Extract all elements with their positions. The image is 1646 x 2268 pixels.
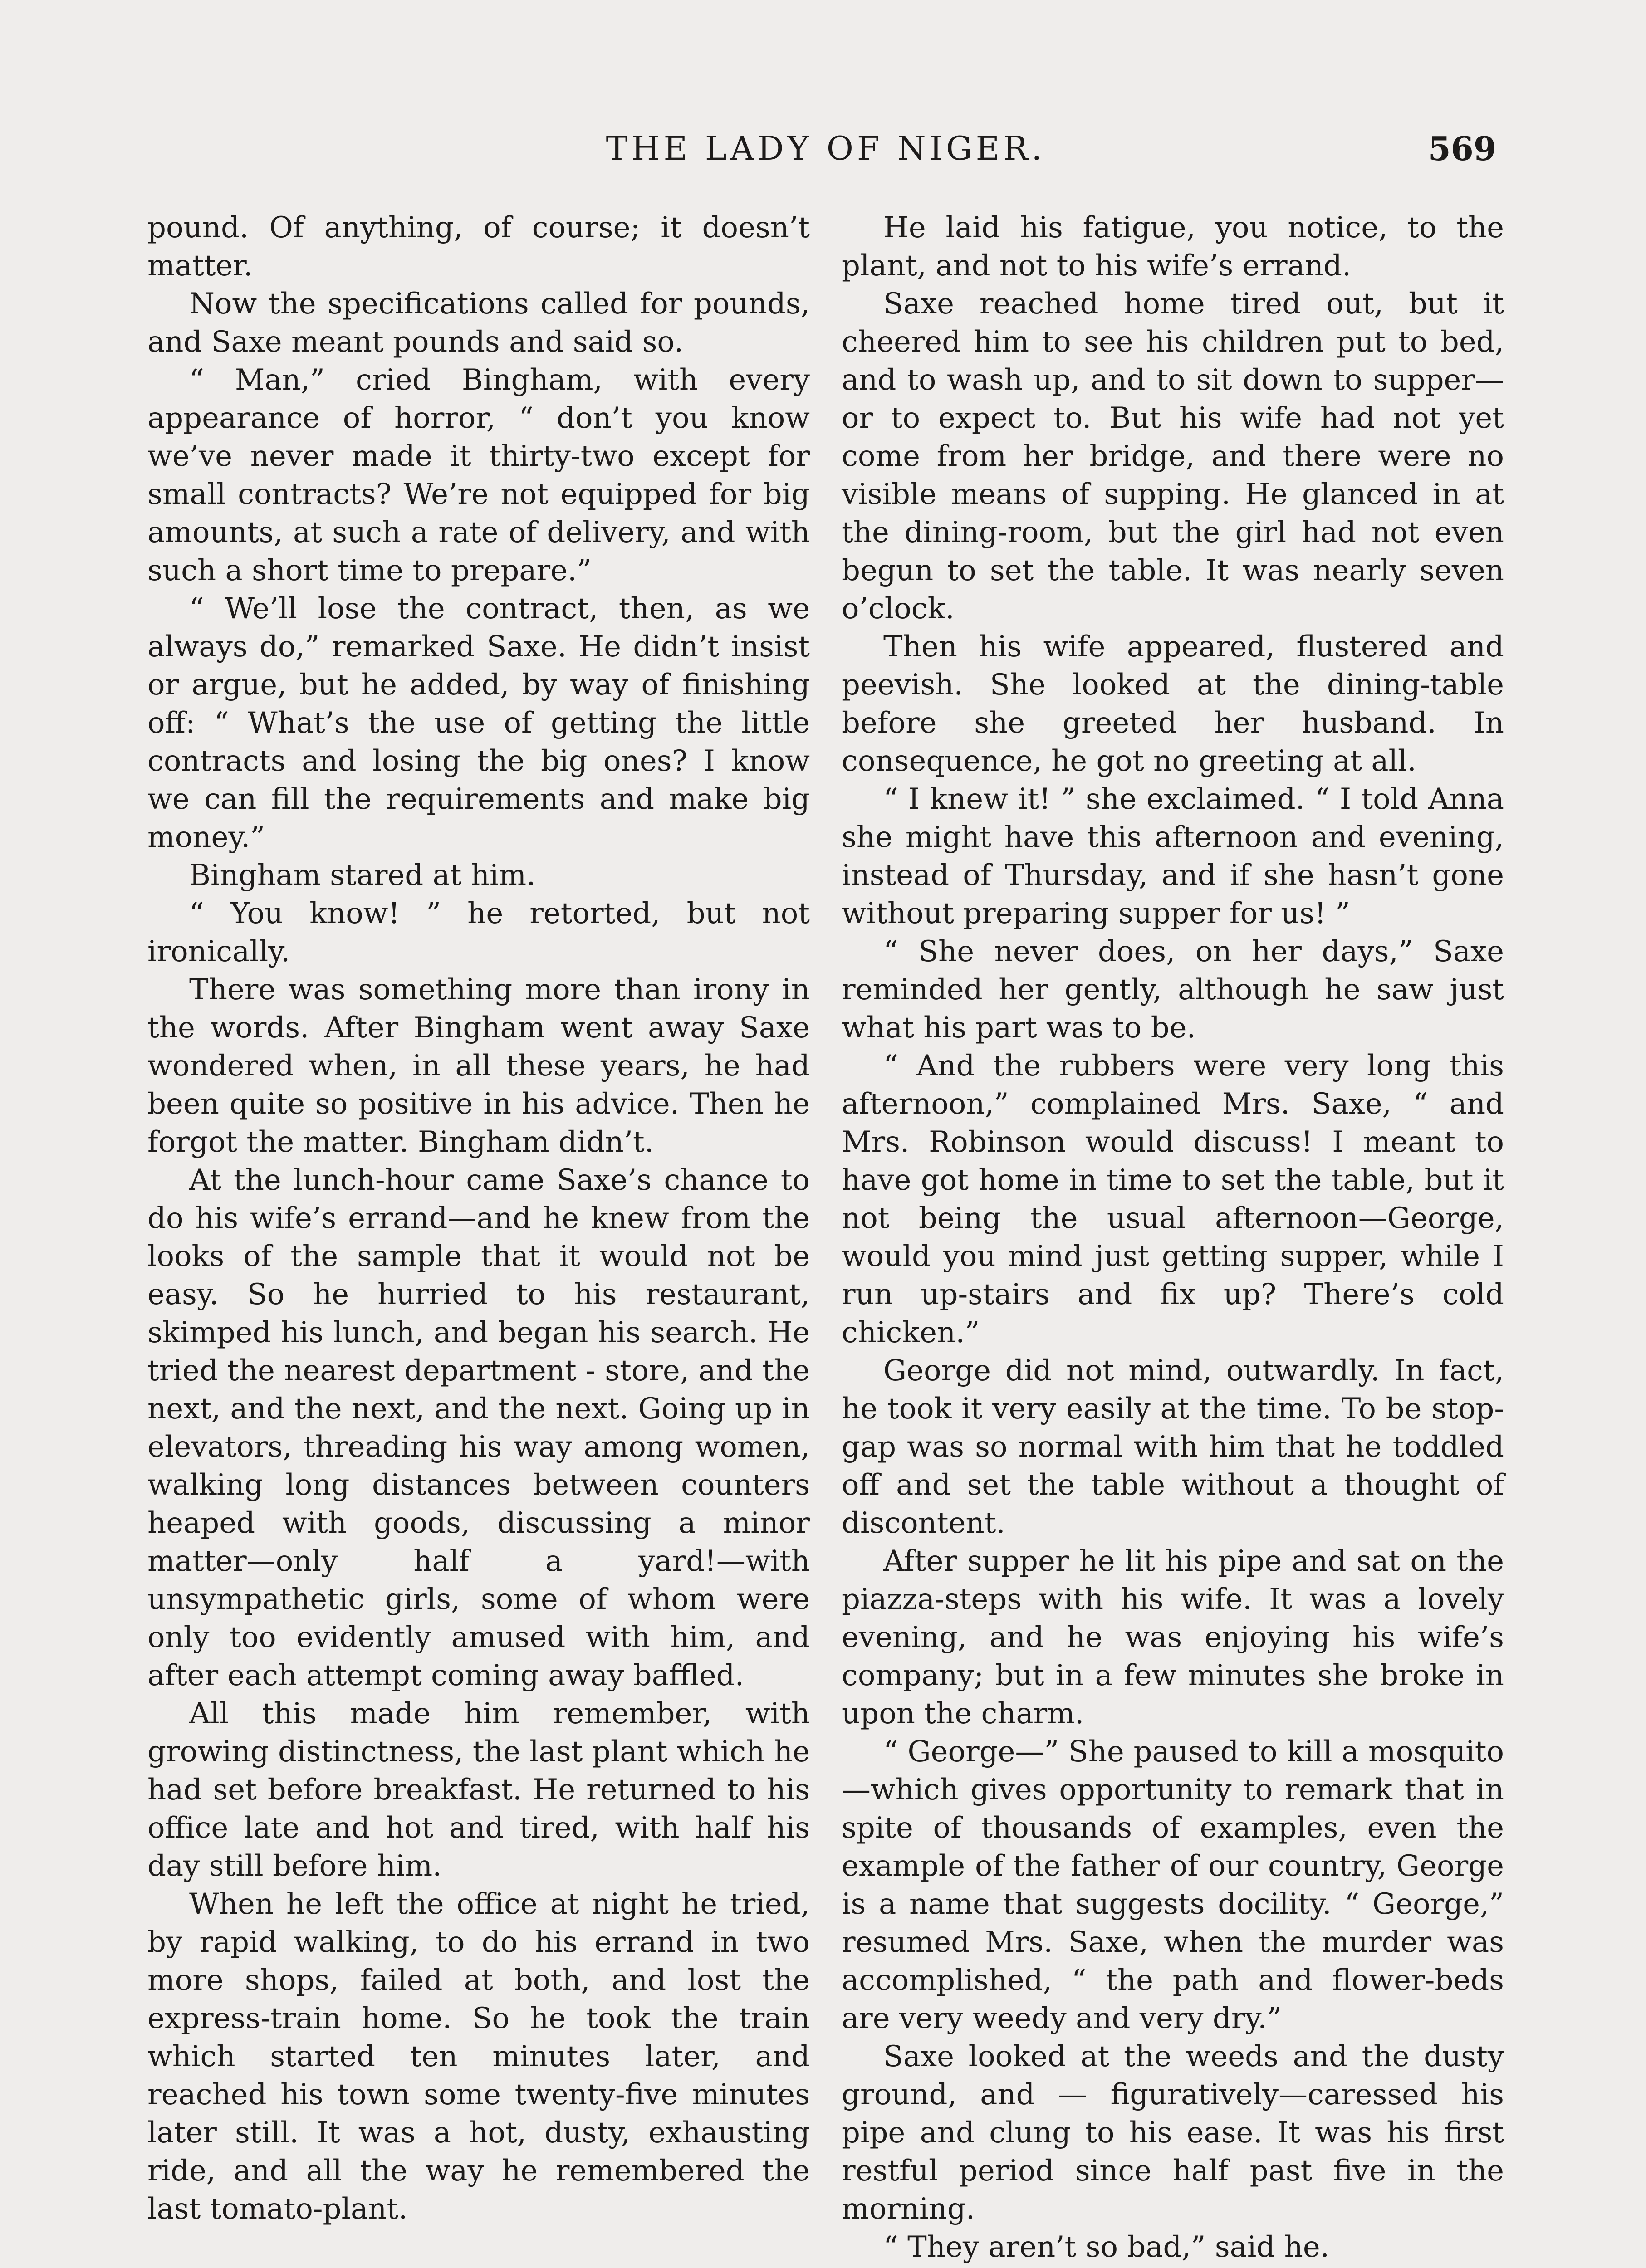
paragraph: There was something more than irony in the words. After Bingham went away Saxe wondered when, in all these years, he had been quite so positive in his advice. Then he forgot the matter. Bingham didn’t. (147, 973, 810, 1159)
paragraph: pound. Of anything, of course; it doesn’t matter. (147, 211, 810, 283)
paragraph: He laid his fatigue, you notice, to the plant, and not to his wife’s errand. (842, 211, 1504, 283)
running-title: THE LADY OF NIGER. (606, 129, 1046, 167)
paragraph: When he left the office at night he tried, by rapid walking, to do his errand in two more shops, failed at both, and lost the express-train home. So he took the train which started ten minutes later, and reached his town some twenty-five minutes later still. It was a hot, dusty, exhausting ride, and all the way he remembered the last tomato-plant. (147, 1887, 810, 2226)
paragraph: At the lunch-hour came Saxe’s chance to do his wife’s errand—and he knew from the looks of the sample that it would not be easy. So he hurried to his restaurant, skimped his lunch, and began his search. He tried the nearest department - store, and the next, and the next, and the next. Going up in elevators, threading his way among women, walking long distances between counters heaped with goods, discussing a minor matter—only half a yard!—with unsympathetic girls, some of whom were only too evidently amused with him, and after each attempt coming away baffled. (147, 1163, 810, 1692)
paragraph: “ She never does, on her days,” Saxe reminded her gently, although he saw just what his part was to be. (842, 935, 1504, 1045)
paragraph: “ We’ll lose the contract, then, as we always do,” remarked Saxe. He didn’t insist or argue, but he added, by way of finishing off: “ What’s the use of getting the little contracts and losing the big ones? I know we can fill the requirements and make big money.” (147, 592, 810, 854)
paragraph: After supper he lit his pipe and sat on the piazza-steps with his wife. It was a lovely evening, and he was enjoying his wife’s company; but in a few minutes she broke in upon the charm. (842, 1545, 1504, 1730)
paragraph: “ George—” She paused to kill a mosquito—which gives opportunity to remark that in spite of thousands of examples, even the example of the father of our country, George is a name that suggests docility. “ George,” resumed Mrs. Saxe, when the murder was accomplished, “ the path and flower-beds are very weedy and very dry.” (842, 1735, 1504, 2035)
paragraph: All this made him remember, with growing distinctness, the last plant which he had set before breakfast. He returned to his office late and hot and tired, with half his day still before him. (147, 1697, 810, 1883)
paragraph: Bingham stared at him. (189, 859, 536, 892)
right-column (842, 209, 1504, 2266)
paragraph: “ Man,” cried Bingham, with every appearance of horror, “ don’t you know we’ve never made it thirty-two except for small contracts? We’re not equipped for big amounts, at such a rate of delivery, and with such a short time to prepare.” (147, 363, 810, 587)
page-header (0, 129, 1646, 179)
paragraph: George did not mind, outwardly. In fact, he took it very easily at the time. To be stop-gap was so normal with him that he toddled off and set the table without a thought of discontent. (842, 1354, 1504, 1540)
paragraph: Saxe looked at the weeds and the dusty ground, and — figuratively—caressed his pipe and clung to his ease. It was his first restful period since half past five in the morning. (842, 2040, 1504, 2226)
left-column (147, 209, 810, 2228)
paragraph: “ They aren’t so bad,” said he. (883, 2230, 1330, 2264)
paragraph: Now the specifications called for pounds, and Saxe meant pounds and said so. (147, 287, 810, 359)
paragraph: “ You know! ” he retorted, but not ironically. (147, 897, 810, 968)
paragraph: “ And the rubbers were very long this afternoon,” complained Mrs. Saxe, “ and Mrs. Robinson would discuss! I meant to have got home in time to set the table, but it not being the usual afternoon—George, would you mind just getting supper, while I run up-stairs and fix up? There’s cold chicken.” (842, 1049, 1504, 1349)
paragraph: “ I knew it! ” she exclaimed. “ I told Anna she might have this afternoon and evening, instead of Thursday, and if she hasn’t gone without preparing supper for us! ” (842, 782, 1504, 930)
paragraph: Then his wife appeared, flustered and peevish. She looked at the dining-table before she greeted her husband. In consequence, he got no greeting at all. (842, 630, 1504, 778)
page-number: 569 (1428, 129, 1496, 168)
paragraph: Saxe reached home tired out, but it cheered him to see his children put to bed, and to wash up, and to sit down to supper—or to expect to. But his wife had not yet come from her bridge, and there were no visible means of supping. He glanced in at the dining-room, but the girl had not even begun to set the table. It was nearly seven o’clock. (842, 287, 1504, 626)
